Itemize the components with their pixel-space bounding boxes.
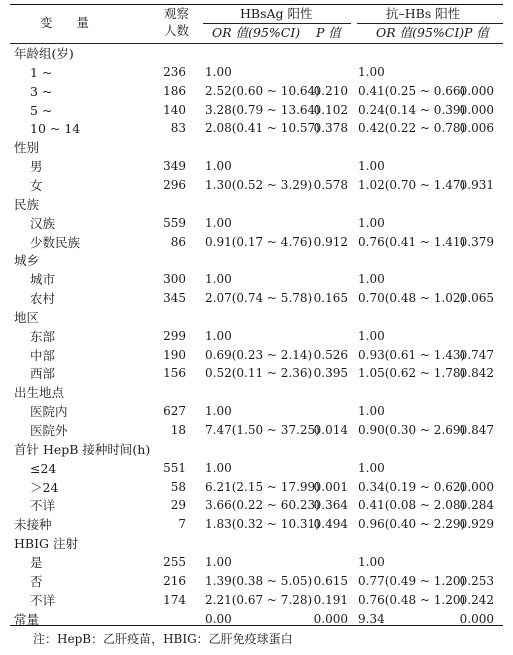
row-label: 常量 [14,611,40,627]
row-count: 627 [163,404,186,419]
table-row [0,442,513,458]
row-antihbs-p: 0.379 [459,234,494,249]
row-count: 345 [163,291,186,306]
row-antihbs-p: 0.006 [459,121,494,136]
row-antihbs-p: 0.842 [459,366,494,381]
row-label: 不详 [30,592,56,608]
header-observed-line1: 观察 [164,6,190,21]
row-hbsag-or: 1.00 [205,159,232,174]
row-antihbs-or: 0.41(0.08 ~ 2.08) [358,498,466,513]
row-label: 3 ~ [30,83,53,99]
header-hbsag-group: HBsAg 阳性 [240,6,313,21]
row-label: 5 ~ [30,102,53,118]
row-label: 年龄组(岁) [14,46,74,61]
row-label: 10 ~ 14 [30,121,81,137]
row-antihbs-or: 0.42(0.22 ~ 0.78) [358,121,466,136]
row-antihbs-or: 0.70(0.48 ~ 1.02) [358,291,466,306]
table-row [0,555,513,571]
table-row [0,121,513,137]
row-hbsag-or: 1.30(0.52 ~ 3.29) [205,177,313,192]
row-antihbs-p: 0.929 [459,517,494,532]
header-observed-line2: 人数 [164,23,190,38]
top-rule [10,4,503,5]
footnote: 注：HepB：乙肝疫苗，HBIG：乙肝免疫球蛋白 [33,632,293,646]
row-antihbs-or: 0.77(0.49 ~ 1.20) [358,573,466,588]
row-count: 86 [170,234,186,249]
row-count: 551 [163,460,186,475]
row-hbsag-p: 0.494 [313,517,348,532]
row-hbsag-or: 2.07(0.74 ~ 5.78) [205,291,313,306]
table-row [0,404,513,420]
row-hbsag-p: 0.526 [313,347,348,362]
row-antihbs-or: 1.05(0.62 ~ 1.78) [358,366,466,381]
table-row [0,461,513,477]
antihbs-group-rule [357,23,503,24]
row-hbsag-p: 0.165 [313,291,348,306]
row-antihbs-p: 0.284 [459,498,494,513]
row-label: 1 ~ [30,64,53,80]
row-label: 是 [30,554,43,570]
table-row [0,480,513,496]
hbsag-group-rule [203,23,351,24]
table-row [0,366,513,382]
row-hbsag-or: 3.28(0.79 ~ 13.64) [205,102,320,117]
row-hbsag-or: 1.00 [205,404,232,419]
row-antihbs-or: 1.00 [358,64,385,79]
table-row [0,385,513,401]
row-hbsag-p: 0.210 [313,83,348,98]
row-antihbs-or: 1.02(0.70 ~ 1.47) [358,177,466,192]
row-hbsag-or: 1.00 [205,215,232,230]
row-label: 否 [30,573,43,589]
row-count: 140 [163,102,186,117]
row-label: 汉族 [30,215,56,231]
row-label: 城市 [30,272,56,288]
table-row [0,348,513,364]
row-hbsag-p: 0.615 [313,573,348,588]
row-antihbs-p: 0.253 [459,573,494,588]
table-row [0,140,513,156]
row-count: 7 [178,517,186,532]
table-row [0,310,513,326]
row-label: 民族 [14,196,40,212]
row-label: 西部 [30,366,56,382]
row-hbsag-or: 1.83(0.32 ~ 10.31) [205,517,320,532]
row-label: 东部 [30,328,56,344]
row-count: 349 [163,159,186,174]
row-label: 未接种 [14,517,52,533]
header-rule [10,43,503,44]
row-count: 216 [163,573,186,588]
row-hbsag-p: 0.378 [313,121,348,136]
table-row [0,216,513,232]
table-row [0,253,513,269]
row-hbsag-p: 0.912 [313,234,348,249]
table-row [0,272,513,288]
row-antihbs-p: 0.000 [459,102,494,117]
header-antihbs-group: 抗–HBs 阳性 [386,6,461,21]
row-label: 男 [30,159,43,175]
row-label: 少数民族 [30,234,81,250]
row-antihbs-or: 1.00 [358,328,385,343]
row-count: 18 [170,423,186,437]
row-antihbs-or: 0.93(0.61 ~ 1.43) [358,347,466,362]
row-hbsag-or: 1.00 [205,554,232,569]
row-hbsag-or: 3.66(0.22 ~ 60.23) [205,498,320,513]
table-row [0,423,513,439]
row-label: 地区 [14,309,40,325]
row-hbsag-p: 0.364 [313,498,348,513]
row-label: ＞24 [30,479,59,495]
row-hbsag-or: 1.00 [205,328,232,343]
row-antihbs-p: 0.000 [459,479,494,494]
row-antihbs-or: 1.00 [358,404,385,419]
row-hbsag-or: 2.21(0.67 ~ 7.28) [205,592,313,607]
row-antihbs-p: 0.065 [459,291,494,306]
row-antihbs-or: 1.00 [358,460,385,475]
row-hbsag-or: 1.00 [205,64,232,79]
row-label: 首针 HepB 接种时间(h) [14,441,151,457]
row-count: 83 [170,121,186,136]
row-count: 300 [163,272,186,287]
row-hbsag-p: 0.395 [313,366,348,381]
row-antihbs-or: 9.34 [358,611,385,626]
row-hbsag-or: 1.00 [205,460,232,475]
row-count: 29 [170,498,186,513]
header-p-hbsag: P 值 [316,25,341,40]
table-row [0,235,513,251]
row-label: 农村 [30,291,56,307]
row-label: ≤24 [30,460,57,476]
row-count: 186 [163,83,186,98]
bottom-rule [10,625,503,626]
row-hbsag-or: 0.91(0.17 ~ 4.76) [205,234,313,249]
table-row [0,197,513,213]
table-row [0,46,513,62]
row-label: 性别 [14,140,40,156]
row-label: 医院内 [30,404,68,420]
row-label: 出生地点 [14,385,65,401]
row-count: 174 [163,592,186,607]
row-antihbs-or: 0.90(0.30 ~ 2.69) [358,423,466,437]
table-row [0,159,513,175]
row-hbsag-or: 2.52(0.60 ~ 10.64) [205,83,320,98]
header-or-hbsag: OR 值(95%CI) [212,25,301,40]
table-row [0,593,513,609]
table-row [0,178,513,194]
row-hbsag-or: 2.08(0.41 ~ 10.57) [205,121,320,136]
row-label: 女 [30,177,43,193]
row-label: 不详 [30,498,56,514]
table-row [0,498,513,514]
row-hbsag-p: 0.014 [313,423,348,437]
row-count: 296 [163,177,186,192]
row-antihbs-or: 1.00 [358,215,385,230]
row-label: HBIG 注射 [14,536,78,552]
row-antihbs-p: 0.000 [459,611,494,626]
table-row [0,103,513,119]
row-hbsag-p: 0.001 [313,479,348,494]
table-row [0,329,513,345]
table-row [0,65,513,81]
header-p-antihbs: P 值 [464,25,489,40]
header-or-antihbs: OR 值(95%CI) [376,25,465,40]
row-antihbs-or: 0.41(0.25 ~ 0.66) [358,83,466,98]
row-count: 190 [163,347,186,362]
row-antihbs-p: 0.747 [459,347,494,362]
table-row [0,517,513,533]
row-count: 58 [170,479,186,494]
row-count: 299 [163,328,186,343]
row-antihbs-or: 0.76(0.41 ~ 1.41) [358,234,466,249]
row-antihbs-p: 0.847 [459,423,494,437]
row-label: 城乡 [14,253,40,269]
row-antihbs-or: 1.00 [358,159,385,174]
row-hbsag-p: 0.578 [313,177,348,192]
row-antihbs-or: 1.00 [358,272,385,287]
row-count: 255 [163,554,186,569]
table-row [0,574,513,590]
row-label: 医院外 [30,423,68,438]
row-hbsag-or: 0.52(0.11 ~ 2.36) [205,366,313,381]
row-hbsag-or: 7.47(1.50 ~ 37.25) [205,423,320,437]
header-variable: 变 量 [40,15,99,30]
row-antihbs-p: 0.931 [459,177,494,192]
row-hbsag-p: 0.000 [313,611,348,626]
row-antihbs-or: 0.24(0.14 ~ 0.39) [358,102,466,117]
row-antihbs-or: 0.96(0.40 ~ 2.29) [358,517,466,532]
row-hbsag-or: 1.00 [205,272,232,287]
row-hbsag-or: 0.00 [205,611,232,626]
table-row [0,84,513,100]
row-hbsag-p: 0.191 [313,592,348,607]
row-hbsag-or: 0.69(0.23 ~ 2.14) [205,347,313,362]
row-count: 559 [163,215,186,230]
row-hbsag-or: 6.21(2.15 ~ 17.99) [205,479,320,494]
row-antihbs-or: 1.00 [358,554,385,569]
row-antihbs-p: 0.242 [459,592,494,607]
row-antihbs-or: 0.76(0.48 ~ 1.20) [358,592,466,607]
row-count: 236 [163,64,186,79]
row-antihbs-or: 0.34(0.19 ~ 0.62) [358,479,466,494]
table-row [0,536,513,552]
row-count: 156 [163,366,186,381]
row-hbsag-or: 1.39(0.38 ~ 5.05) [205,573,313,588]
row-antihbs-p: 0.000 [459,83,494,98]
row-label: 中部 [30,347,56,363]
table-row [0,291,513,307]
row-hbsag-p: 0.102 [313,102,348,117]
